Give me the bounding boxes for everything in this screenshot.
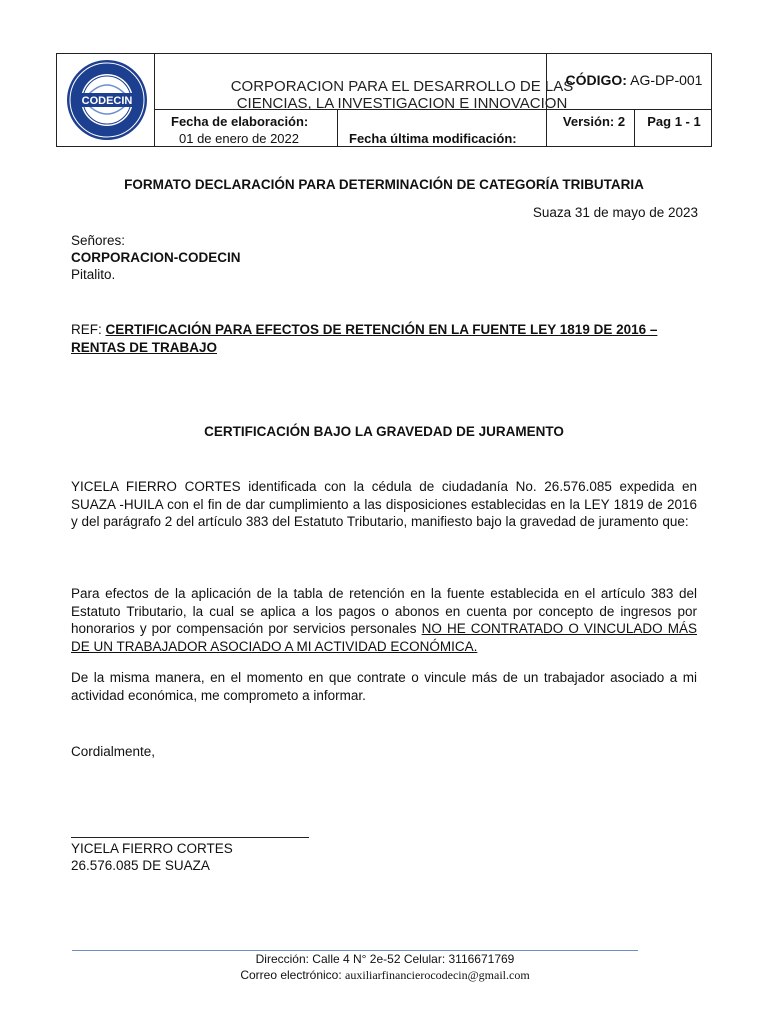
version-cell: Versión: 2 xyxy=(562,114,626,129)
org-line-2: CIENCIAS, LA INVESTIGACION E INNOVACION xyxy=(236,95,568,112)
svg-text:CODECIN: CODECIN xyxy=(81,95,133,107)
paragraph-retention-underlined: NO HE CONTRATADO O VINCULADO MÁS DE UN TRABAJADOR ASOCIADO A MI ACTIVIDAD ECONÓMICA. xyxy=(71,621,697,654)
org-line-1: CORPORACION PARA EL DESARROLLO DE LAS xyxy=(230,78,574,95)
document-code xyxy=(555,72,713,88)
paragraph-commitment: De la misma manera, en el momento en que contrate o vincule más de un trabajador asociado a mi actividad económica, me comprometo a informar. xyxy=(71,670,697,703)
fecha-modificacion-label: Fecha última modificación: xyxy=(349,131,517,146)
header-divider xyxy=(154,54,155,146)
document-title: FORMATO DECLARACIÓN PARA DETERMINACIÓN DE CATEGORÍA TRIBUTARIA xyxy=(124,177,644,192)
paragraph-retention-text: Para efectos de la aplicación de la tabla de retención en la fuente establecida en el artículo 383 del Estatuto Tributario, la cual se aplica a los pagos o abonos en cuenta por concepto de ingresos por honorarios y por compensación por servicios personales xyxy=(71,586,697,637)
place-date: Suaza 31 de mayo de 2023 xyxy=(532,205,698,220)
footer-divider xyxy=(72,950,638,951)
fecha-elaboracion-value: 01 de enero de 2022 xyxy=(179,131,299,146)
header-divider xyxy=(337,109,338,146)
paragraph-retention xyxy=(71,585,697,655)
signature-name: YICELA FIERRO CORTES xyxy=(71,841,233,856)
recipient-name: CORPORACION-CODECIN xyxy=(71,250,241,265)
footer-email-address: auxiliarfinancierocodecin@gmail.com xyxy=(345,968,530,982)
organization-name xyxy=(207,78,597,112)
page-number-cell: Pag 1 - 1 xyxy=(647,114,701,129)
footer-address: Dirección: Calle 4 N° 2e-52 Celular: 3116671769 xyxy=(255,952,515,966)
signature-id: 26.576.085 DE SUAZA xyxy=(71,858,210,873)
salutation: Señores: xyxy=(71,233,126,248)
code-value: AG-DP-001 xyxy=(626,72,703,88)
recipient-city: Pitalito. xyxy=(71,267,116,282)
certification-title: CERTIFICACIÓN BAJO LA GRAVEDAD DE JURAMENTO xyxy=(204,424,564,439)
code-label: CÓDIGO: xyxy=(565,72,627,88)
closing: Cordialmente, xyxy=(71,744,156,759)
paragraph-declaration: YICELA FIERRO CORTES identificada con la cédula de ciudadanía No. 26.576.085 expedida en SUAZA -HUILA con el fin de dar cumplimiento a las disposiciones establecidas en la LEY 1819 de 2016 y del parágrafo 2 del artículo 383 del Estatuto Tributario, manifiesto bajo la gravedad de juramento que: xyxy=(71,479,697,530)
reference-line xyxy=(71,321,711,356)
footer-email-label: Correo electrónico: xyxy=(240,968,346,982)
signature-line xyxy=(71,837,309,838)
fecha-elaboracion-label: Fecha de elaboración: xyxy=(171,114,309,129)
ref-text: CERTIFICACIÓN PARA EFECTOS DE RETENCIÓN EN LA FUENTE LEY 1819 DE 2016 – RENTAS DE TRABAJO xyxy=(71,322,658,355)
header-table xyxy=(56,53,712,147)
ref-label: REF: xyxy=(71,322,106,337)
footer-email xyxy=(72,968,698,983)
codecin-logo xyxy=(65,58,149,142)
